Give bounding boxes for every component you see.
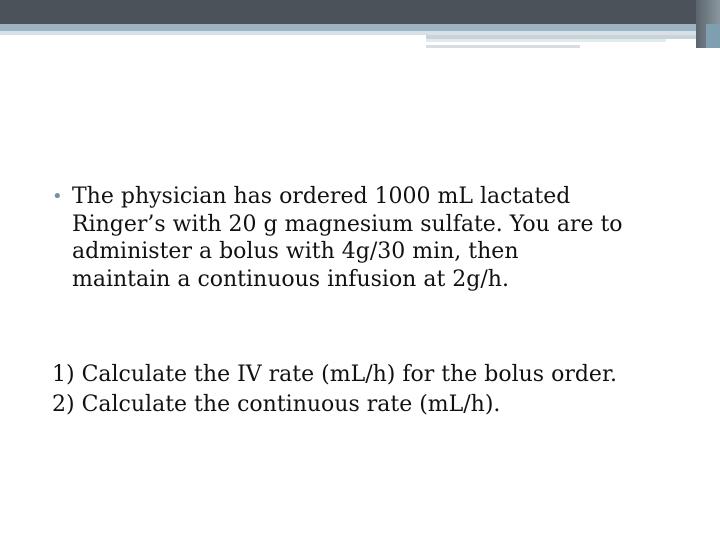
- bullet-icon: •: [52, 186, 63, 207]
- bullet-line-3: administer a bolus with 4g/30 min, then: [72, 239, 519, 264]
- header-step-bar-2: [426, 39, 666, 42]
- problem-statement: [52, 183, 692, 293]
- question-list: [52, 360, 702, 420]
- question-2: 2) Calculate the continuous rate (mL/h).: [52, 392, 501, 417]
- header-right-strip: [706, 24, 720, 48]
- bullet-line-1: The physician has ordered 1000 mL lactated: [72, 184, 571, 209]
- bullet-item: [52, 183, 692, 293]
- bullet-line-2: Ringer’s with 20 g magnesium sulfate. You are to: [72, 211, 623, 237]
- question-1: 1) Calculate the IV rate (mL/h) for the bolus order.: [52, 362, 618, 387]
- bullet-text: [72, 183, 692, 293]
- header-bar-dark: [0, 0, 720, 24]
- header-step-bar-3: [426, 45, 580, 48]
- bullet-line-4: maintain a continuous infusion at 2g/h.: [72, 266, 509, 292]
- header-bar-accent: [0, 24, 720, 31]
